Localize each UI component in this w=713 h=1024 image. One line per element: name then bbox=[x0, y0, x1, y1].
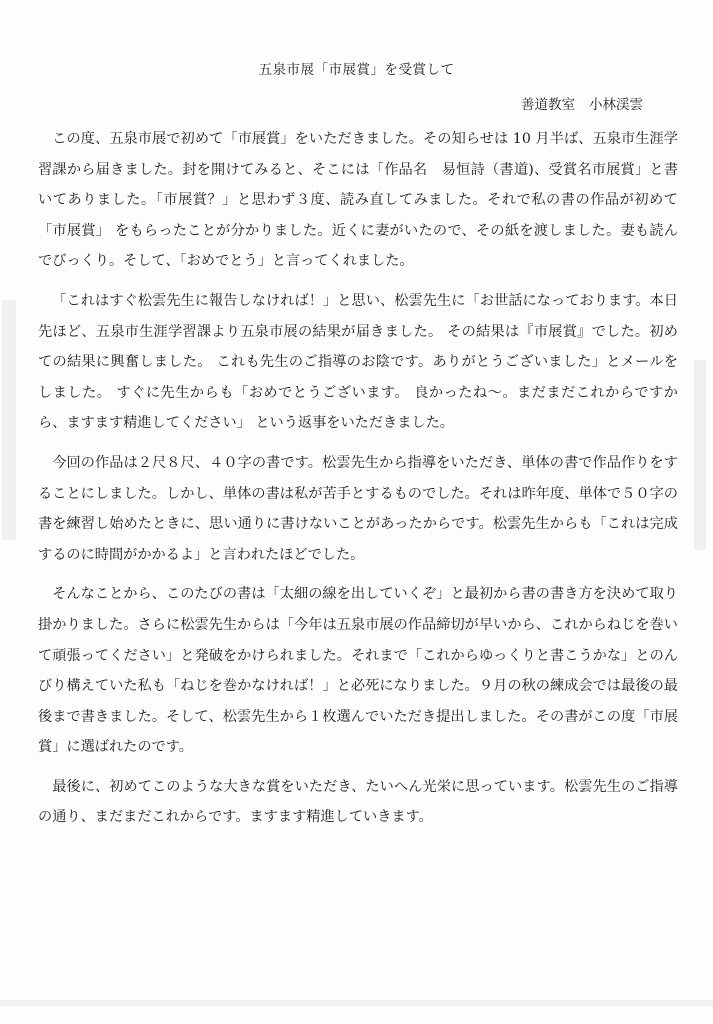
scan-shadow-bottom bbox=[0, 1000, 713, 1006]
paragraph: 最後に、初めてこのような大きな賞をいただき、たいへん光栄に思っています。松雲先生のご指導の通り、まだまだこれからです。ますます精進していきます。 bbox=[38, 778, 678, 826]
document-title: 五泉市展「市展賞」を受賞して bbox=[258, 62, 455, 78]
author-line bbox=[521, 93, 643, 113]
paragraph: 今回の作品は２尺８尺、４０字の書です。松雲先生から指導をいただき、単体の書で作品作りをすることにしました。しかし、単体の書は私が苦手とするものでした。それは昨年度、単体で５０字の書を練習し始めたときに、思い通りに書けないことがあったからです。松雲先生からも「これは完成するのに時間がかかるよ」と言われたほどでした。 bbox=[38, 454, 678, 563]
author-name: 小林渓雲 bbox=[589, 97, 643, 113]
author-org: 善道教室 bbox=[521, 97, 575, 113]
paragraph: この度、五泉市展で初めて「市展賞」をいただきました。その知らせは 10 月半ば、五泉市生涯学習課から届きました。封を開けてみると、そこには「作品名 易恒詩（書道)、受賞名市展賞」と書いてありました。「市展賞？」と思わず３度、読み直してみました。それで私の書の作品が初めて「市展賞」 をもらったことが分かりました。近くに妻がいたので、その紙を渡しました。妻も読んでびっくり。そして、「おめでとう」と言ってくれました。 bbox=[38, 131, 678, 270]
paragraph: 「これはすぐ松雲先生に報告しなければ！」と思い、松雲先生に「お世話になっております。本日先ほど、五泉市生涯学習課より五泉市展の結果が届きました。 その結果は『市展賞』でした。初めての結果に興奮しました。 これも先生のご指導のお陰です。ありがとうございました」とメールをしました。 すぐに先生からも「おめでとうございます。 良かったね～。まだまだこれからですから、ますます精進してください」 という返事をいただきました。 bbox=[38, 292, 678, 432]
scan-shadow-right bbox=[694, 360, 706, 550]
paragraph: そんなことから、このたびの書は「太細の線を出していくぞ」と最初から書の書き方を決めて取り掛かりました。さらに松雲先生からは「今年は五泉市展の作品締切が早いから、これからねじを巻いて頑張ってください」と発破をかけられました。それまで「これからゆっくりと書こうかな」とのんびり構えていた私も「ねじを巻かなければ！」と必死になりました。９月の秋の練成会では最後の最後まで書きました。そして、松雲先生から１枚選んでいただき提出しました。その書がこの度「市展賞」に選ばれたのです。 bbox=[38, 586, 678, 756]
scan-shadow-left bbox=[2, 300, 16, 540]
document-body bbox=[38, 124, 678, 842]
